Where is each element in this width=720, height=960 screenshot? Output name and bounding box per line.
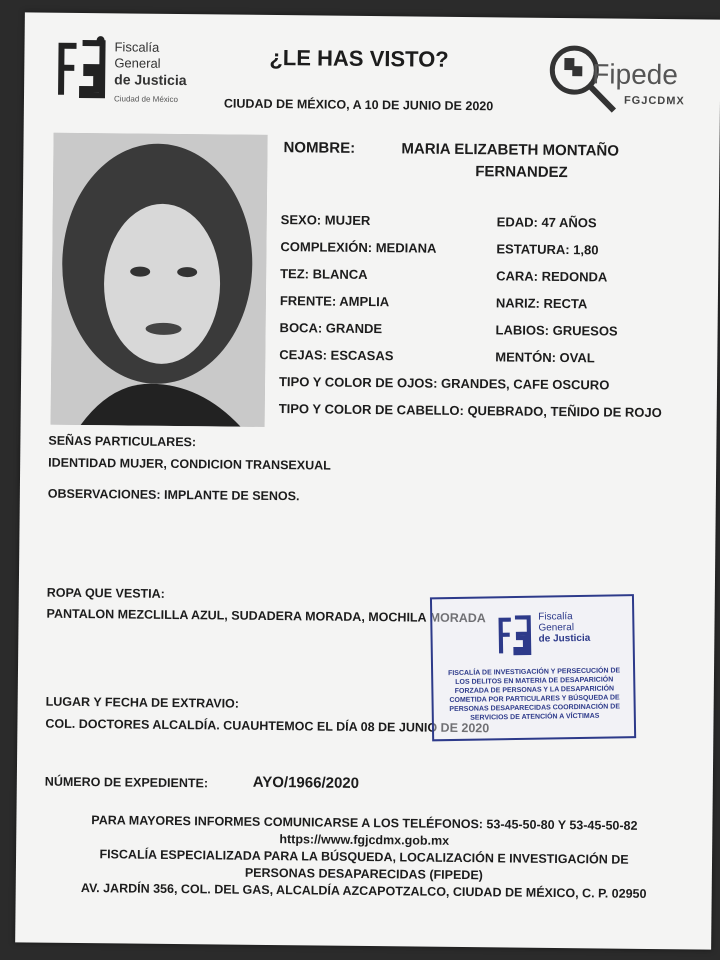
- boca: BOCA: GRANDE: [279, 320, 383, 337]
- fgj-emblem-icon: [54, 35, 109, 106]
- person-photo: [51, 133, 268, 427]
- footer-fiscalia: FISCALÍA ESPECIALIZADA PARA LA BÚSQUEDA, LOCALIZACIÓN E INVESTIGACIÓN DE: [99, 847, 629, 867]
- fipede-sub: FGJCDMX: [623, 94, 685, 108]
- lugar-label: LUGAR Y FECHA DE EXTRAVIO:: [45, 694, 240, 711]
- ropa-value: PANTALON MEZCLILLA AZUL, SUDADERA MORADA, MOCHILA MORADA: [46, 606, 486, 626]
- senas-value: IDENTIDAD MUJER, CONDICION TRANSEXUAL: [48, 455, 331, 473]
- flyer-date: CIUDAD DE MÉXICO, A 10 DE JUNIO DE 2020: [223, 96, 494, 114]
- stamp-emblem-icon: [494, 612, 535, 661]
- stamp-body: FISCALÍA DE INVESTIGACIÓN Y PERSECUCIÓN DE LOS DELITOS EN MATERIA DE DESAPARICIÓN FORZADA DE PERSONAS Y LA DESAPARICIÓN COMETIDA POR PARTICULARES Y BÚSQUEDA DE PERSONAS DESAPARECIDAS COORDINACIÓN DE SERVICIOS DE ATENCIÓN A VÍCTIMAS: [447, 667, 621, 722]
- nariz: NARIZ: RECTA: [495, 295, 588, 312]
- institution-line3: de Justicia: [114, 71, 187, 89]
- ropa-label: ROPA QUE VESTIA:: [46, 585, 165, 601]
- page-title: ¿LE HAS VISTO?: [269, 44, 449, 72]
- cejas: CEJAS: ESCASAS: [279, 347, 394, 364]
- edad: EDAD: 47 AÑOS: [496, 214, 597, 231]
- frente: FRENTE: AMPLIA: [279, 293, 390, 310]
- name-label: NOMBRE:: [283, 139, 356, 157]
- missing-person-flyer: [15, 12, 720, 949]
- cara: CARA: REDONDA: [496, 268, 608, 285]
- official-stamp: [430, 594, 636, 741]
- ojos: TIPO Y COLOR DE OJOS: GRANDES, CAFE OSCURO: [278, 374, 610, 393]
- fipede-logo: [544, 40, 705, 132]
- tez: TEZ: BLANCA: [280, 266, 368, 282]
- stamp-line3: de Justicia: [538, 632, 591, 645]
- complexion: COMPLEXIÓN: MEDIANA: [280, 239, 437, 256]
- institution-city: Ciudad de México: [113, 94, 179, 104]
- name-line1: MARIA ELIZABETH MONTAÑO: [401, 140, 620, 160]
- footer-url[interactable]: https://www.fgjcdmx.gob.mx: [279, 832, 450, 848]
- cabello: TIPO Y COLOR DE CABELLO: QUEBRADO, TEÑIDO DE ROJO: [278, 401, 662, 421]
- menton: MENTÓN: OVAL: [495, 349, 595, 366]
- stamp-line2: General: [538, 622, 575, 634]
- institution-line2: General: [114, 55, 161, 71]
- lugar-value: COL. DOCTORES ALCALDÍA. CUAUHTEMOC EL DÍA 08 DE JUNIO DE 2020: [45, 716, 490, 736]
- footer-phones: PARA MAYORES INFORMES COMUNICARSE A LOS TELÉFONOS: 53-45-50-80 Y 53-45-50-82: [91, 813, 638, 833]
- institution-line1: Fiscalía: [114, 39, 160, 55]
- fgj-logo: [54, 35, 205, 117]
- name-line2: FERNANDEZ: [475, 163, 568, 182]
- expediente-label: NÚMERO DE EXPEDIENTE:: [44, 774, 209, 791]
- footer-address: AV. JARDÍN 356, COL. DEL GAS, ALCALDÍA AZCAPOTZALCO, CIUDAD DE MÉXICO, C. P. 02950: [80, 881, 647, 901]
- sexo: SEXO: MUJER: [280, 212, 371, 229]
- stamp-line1: Fiscalía: [538, 611, 573, 623]
- senas-label: SEÑAS PARTICULARES:: [48, 433, 197, 450]
- labios: LABIOS: GRUESOS: [495, 322, 618, 339]
- observaciones: OBSERVACIONES: IMPLANTE DE SENOS.: [47, 486, 300, 504]
- expediente-value: AYO/1966/2020: [252, 773, 360, 792]
- fipede-name: Fipede: [592, 58, 679, 91]
- estatura: ESTATURA: 1,80: [496, 241, 599, 258]
- footer-fipede: PERSONAS DESAPARECIDAS (FIPEDE): [244, 865, 483, 883]
